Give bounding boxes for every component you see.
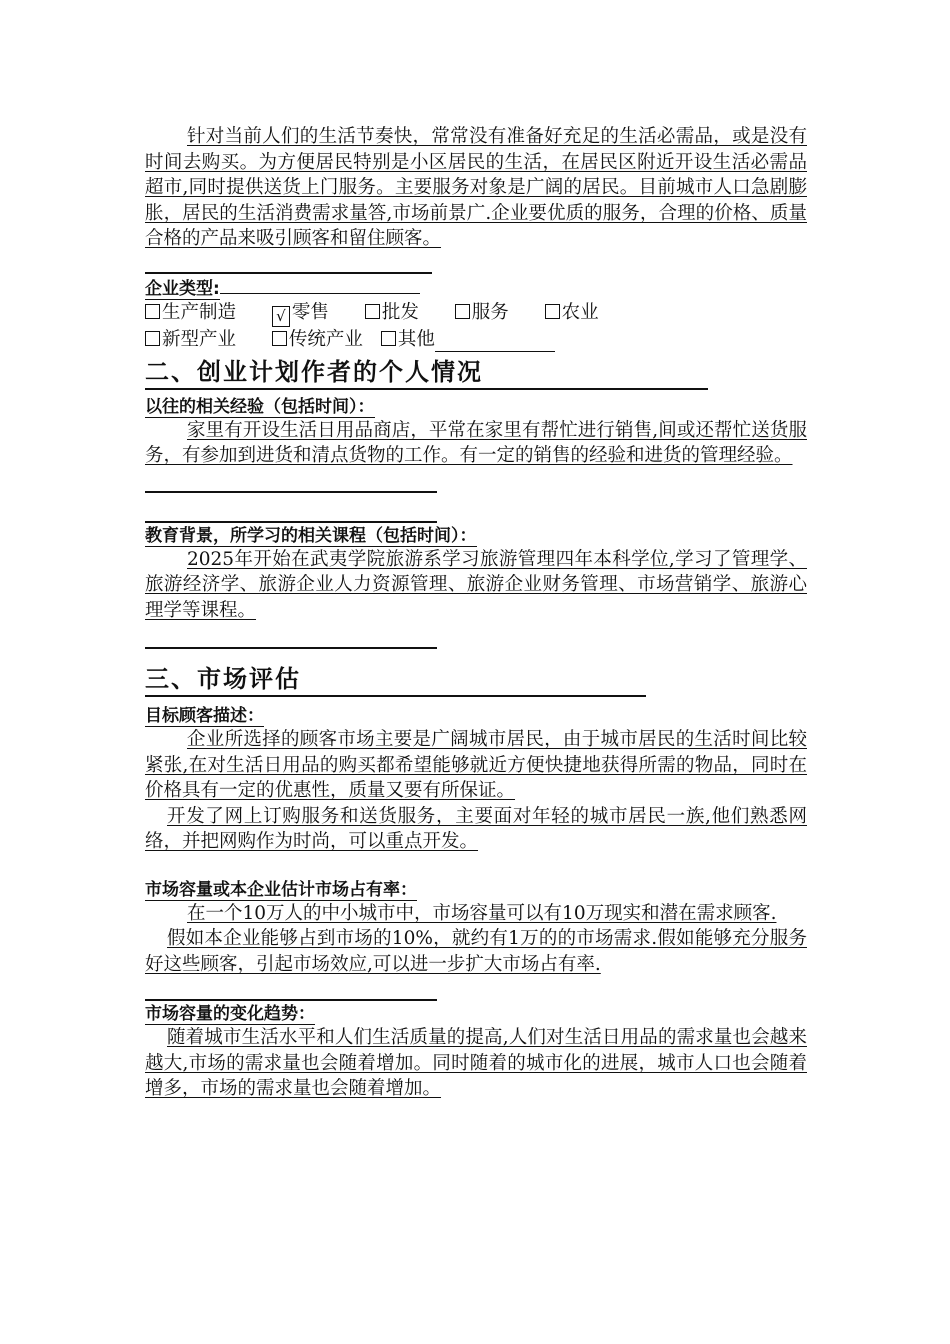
checkbox-icon <box>455 304 470 319</box>
option-new-industry[interactable]: 新型产业 <box>145 327 236 352</box>
market-capacity-text-2: 假如本企业能够占到市场的10%，就约有1万的的市场需求.假如能够充分服务好这些顾客，引起市场效应,可以进一步扩大市场占有率. <box>145 928 807 975</box>
divider-line <box>145 521 437 523</box>
checkbox-icon <box>545 304 560 319</box>
market-trend-text: 随着城市生活水平和人们生活质量的提高,人们对生活日用品的需求量也会越来越大,市场的需求量也会随着增加。同时随着的城市化的进展，城市人口也会随着增多，市场的需求量也会随着增加。 <box>145 1027 807 1099</box>
enterprise-type-options <box>145 300 807 352</box>
checkbox-icon <box>272 331 287 346</box>
option-agriculture[interactable]: 农业 <box>545 300 599 325</box>
checkbox-icon <box>381 331 396 346</box>
target-customer-text: 企业所选择的顾客市场主要是广阔城市居民，由于城市居民的生活时间比较紧张,在对生活日用品的购买都希望能够就近方便快捷地获得所需的物品，同时在价格具有一定的优惠性，质量又要有所保证。 <box>145 729 807 801</box>
section-title-market: 三、市场评估 <box>145 663 646 697</box>
checked-checkbox-icon: √ <box>272 306 290 327</box>
education-text: 2025年开始在武夷学院旅游系学习旅游管理四年本科学位,学习了管理学、旅游经济学、旅游企业人力资源管理、旅游企业财务管理、市场营销学、旅游心理学等课程。 <box>145 548 807 621</box>
market-capacity-text: 在一个10万人的中小城市中，市场容量可以有10万现实和潜在需求顾客. <box>187 902 777 924</box>
target-customer-text-2: 开发了网上订购服务和送货服务，主要面对年轻的城市居民一族,他们熟悉网络，并把网购作为时尚，可以重点开发。 <box>145 805 807 852</box>
checkbox-icon <box>145 331 160 346</box>
checkbox-icon <box>145 304 160 319</box>
enterprise-type-label: 企业类型: <box>145 278 807 300</box>
option-service[interactable]: 服务 <box>455 300 509 325</box>
market-capacity-label: 市场容量或本企业估计市场占有率： <box>145 879 417 900</box>
experience-text: 家里有开设生活日用品商店，平常在家里有帮忙进行销售,间或还帮忙送货服务，有参加到进货和清点货物的工作。有一定的销售的经验和进货的管理经验。 <box>145 419 807 466</box>
option-manufacturing[interactable]: 生产制造 <box>145 300 236 325</box>
business-description: 针对当前人们的生活节奏快，常常没有准备好充足的生活必需品，或是没有时间去购买。为方便居民特别是小区居民的生活，在居民区附近开设生活必需品超市,同时提供送货上门服务。主要服务对象是广阔的居民。目前城市人口急剧膨胀，居民的生活消费需求量答,市场前景广.企业要优质的服务，合理的价格、质量合格的产品来吸引顾客和留住顾客。 <box>145 126 807 249</box>
option-wholesale[interactable]: 批发 <box>365 300 419 325</box>
education-label: 教育背景，所学习的相关课程（包括时间）： <box>145 525 477 546</box>
document-page <box>145 124 807 1102</box>
divider-line <box>145 999 437 1001</box>
option-retail[interactable]: √ 零售 <box>272 300 329 327</box>
option-traditional-industry[interactable]: 传统产业 <box>272 327 363 352</box>
market-trend-label: 市场容量的变化趋势： <box>145 1004 315 1024</box>
section-title-author: 二、创业计划作者的个人情况 <box>145 356 708 390</box>
target-customer-label: 目标顾客描述： <box>145 706 264 726</box>
checkbox-icon <box>365 304 380 319</box>
experience-label: 以往的相关经验（包括时间）： <box>145 396 375 417</box>
option-other[interactable]: 其他 <box>381 327 435 352</box>
